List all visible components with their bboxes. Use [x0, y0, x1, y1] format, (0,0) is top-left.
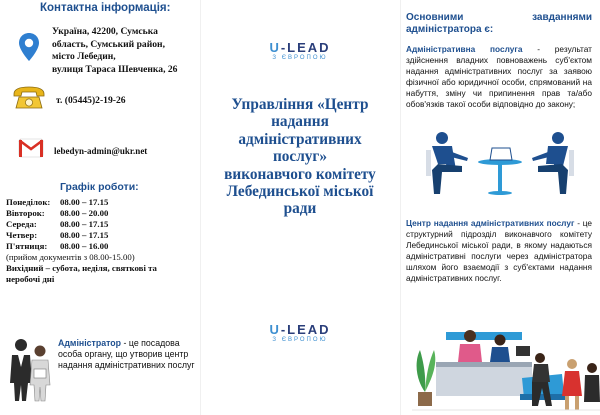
schedule-day: Середа:: [6, 219, 37, 229]
meeting-illustration: [412, 128, 588, 198]
ulead-logo: [200, 40, 400, 61]
schedule-day: Четвер:: [6, 230, 38, 240]
address: [52, 26, 197, 76]
service-term: Адміністративна послуга: [406, 44, 523, 54]
main-title-line: виконавчого комітету: [224, 165, 376, 183]
schedule-day: Понеділок:: [6, 197, 51, 207]
ulead-logo-bottom: [200, 322, 400, 343]
phone-number: т. (05445)2-19-26: [56, 95, 126, 106]
contacts-column: [0, 0, 200, 415]
office-illustration: [412, 310, 600, 415]
schedule-title: Графік роботи:: [60, 181, 139, 193]
service-text: - результат здійснення владних повноважень суб'єктом надання адміністративних послуг за заявою фізичної або юридичної особи, спрямований на набуття, зміну чи припинення прав та/або обов'язків такої особи відповідно до закону;: [406, 44, 592, 109]
schedule-row: [6, 197, 157, 208]
ulead-logo-u: U: [269, 322, 281, 337]
schedule-hours: 08.00 – 16.00: [60, 241, 109, 251]
ulead-logo-rest: -LEAD: [280, 322, 331, 337]
address-line: вулиця Тараса Шевченка, 26: [52, 63, 178, 75]
location-pin-icon: [18, 32, 40, 62]
main-title-line: ради: [283, 200, 317, 218]
administrator-definition-line: особа органу, що утворив центр: [58, 349, 189, 359]
contacts-title: Контактна інформація:: [40, 2, 171, 14]
main-title-line: послуг»: [272, 148, 328, 166]
tasks-title-word: завданнями: [532, 12, 592, 23]
address-line: місто Лебедин,: [52, 51, 116, 62]
ulead-logo-subtitle: З ЄВРОПОЮ: [272, 55, 328, 61]
ulead-logo-subtitle: З ЄВРОПОЮ: [272, 337, 328, 343]
administrator-definition-start: - це посадова: [121, 338, 180, 348]
center-definition: [406, 218, 592, 284]
administrator-term: Адміністратор: [58, 338, 122, 348]
tasks-title-word: Основними: [406, 12, 464, 23]
schedule-hours: 08.00 – 17.15: [60, 230, 109, 240]
center-term: Центр надання адміністративних послуг: [406, 218, 575, 228]
schedule-hours: 08.00 – 17.15: [60, 197, 109, 207]
service-definition: [406, 44, 592, 110]
tasks-title-line: адміністратора є:: [406, 24, 494, 35]
info-column: [400, 0, 600, 415]
schedule-weekend: неробочі дні: [6, 274, 55, 284]
telephone-icon: [12, 86, 46, 110]
schedule-row: [6, 230, 157, 241]
main-title-line: надання: [271, 113, 329, 131]
gmail-icon: [18, 138, 44, 158]
ulead-logo-text: [200, 40, 400, 55]
schedule-day: П'ятниця:: [6, 241, 48, 251]
administrator-definition: [58, 338, 196, 371]
main-title-line: адміністративних: [238, 130, 362, 148]
schedule-row: [6, 241, 157, 252]
ulead-logo-rest: -LEAD: [280, 40, 331, 55]
schedule-list: [6, 197, 157, 285]
main-title: [214, 96, 386, 218]
administrator-illustration: [8, 335, 52, 403]
schedule-hours: 08.00 – 17.15: [60, 219, 109, 229]
schedule-row: [6, 219, 157, 230]
schedule-row: [6, 208, 157, 219]
ulead-logo-text: [200, 322, 400, 337]
address-line: Україна, 42200, Сумська: [52, 26, 158, 37]
administrator-definition-line: надання адміністративних послуг: [58, 360, 195, 370]
main-title-line: Управління «Центр: [231, 96, 369, 113]
ulead-logo-u: U: [269, 40, 281, 55]
schedule-day: Вівторок:: [6, 208, 45, 218]
cover-column: [200, 0, 400, 415]
schedule-note: (прийом документів з 08.00-15.00): [6, 252, 135, 262]
tasks-title: [406, 12, 592, 36]
center-text: - це структурний підрозділ виконавчого комітету Лебединської міської ради, в якому надаються адміністративні послуги через адміністратора шляхом його взаємодії з суб'єктами надання адміністративних послуг.: [406, 218, 592, 283]
schedule-hours: 08.00 – 20.00: [60, 208, 109, 218]
address-line: область, Сумський район,: [52, 38, 165, 50]
email-address: lebedyn-admin@ukr.net: [54, 146, 148, 156]
schedule-weekend: Вихідний – субота, неділя, святкові та: [6, 263, 157, 273]
main-title-line: Лебединської міської: [226, 183, 374, 201]
